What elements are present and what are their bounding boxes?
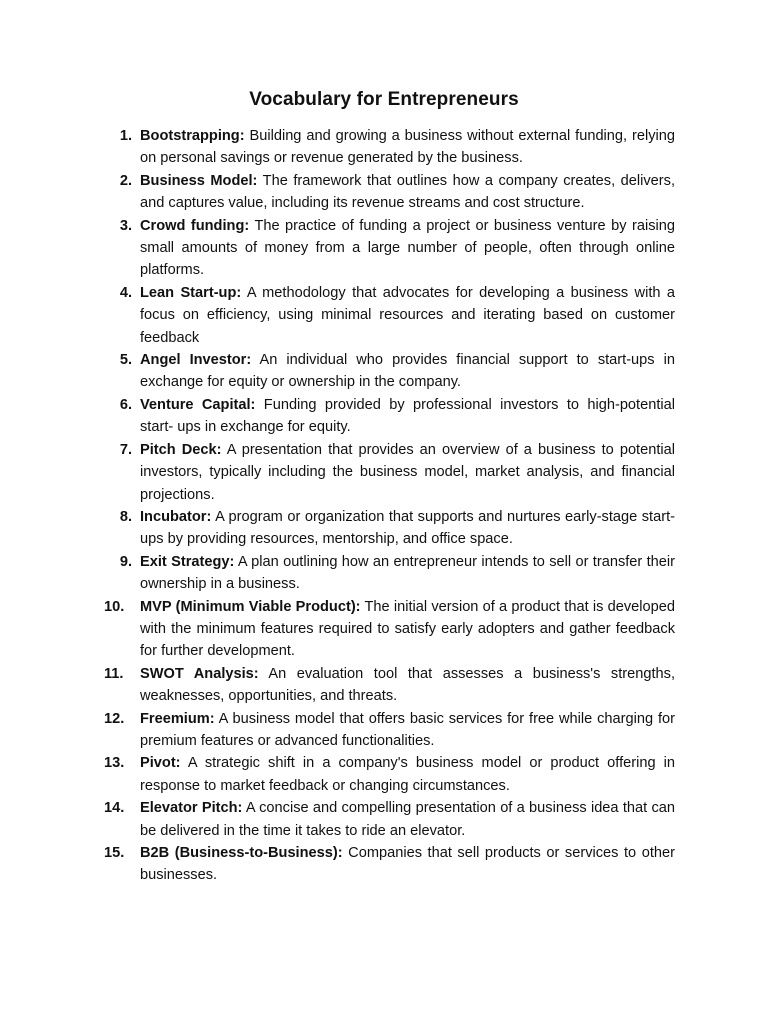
item-term: B2B (Business-to-Business): bbox=[140, 845, 343, 861]
item-number: 12. bbox=[104, 710, 125, 727]
item-body bbox=[140, 708, 675, 753]
item-term: Pivot: bbox=[140, 755, 181, 772]
item-number: 11. bbox=[104, 665, 124, 682]
item-term: Freemium: bbox=[140, 710, 215, 727]
list-item bbox=[104, 506, 675, 551]
list-item bbox=[104, 663, 675, 708]
list-item bbox=[104, 708, 675, 753]
item-definition: The practice of funding a project or business venture by raising small amounts of money from a large number of people, often through online platforms. bbox=[140, 217, 675, 279]
item-definition: A business model that offers basic services for free while charging for premium features or advanced functionalities. bbox=[140, 710, 675, 749]
item-body bbox=[140, 506, 675, 551]
vocabulary-list bbox=[104, 125, 675, 887]
item-definition: The framework that outlines how a company creates, delivers, and captures value, including its revenue streams and cost structure. bbox=[140, 172, 675, 212]
list-item bbox=[104, 596, 675, 663]
item-term: MVP (Minimum Viable Product): bbox=[140, 598, 361, 615]
item-term: Exit Strategy: bbox=[140, 553, 235, 570]
item-term: Angel Investor: bbox=[140, 352, 252, 369]
item-definition: An evaluation tool that assesses a business's strengths, weaknesses, opportunities, and threats. bbox=[140, 665, 675, 705]
item-body bbox=[140, 215, 675, 282]
item-term: Pitch Deck: bbox=[140, 441, 222, 458]
item-number: 7. bbox=[119, 441, 132, 458]
item-term: SWOT Analysis: bbox=[140, 665, 259, 682]
item-definition: The initial version of a product that is developed with the minimum features required to satisfy early adopters and gather feedback for further development. bbox=[140, 598, 675, 660]
item-body bbox=[140, 125, 675, 170]
item-body bbox=[140, 349, 675, 394]
item-number: 15. bbox=[104, 845, 125, 861]
item-body bbox=[140, 170, 675, 215]
list-item bbox=[104, 797, 675, 842]
item-number: 3. bbox=[119, 217, 132, 234]
item-body bbox=[140, 596, 675, 663]
list-item bbox=[104, 349, 675, 394]
item-number: 13. bbox=[104, 755, 125, 772]
item-definition: Building and growing a business without external funding, relying on personal savings or revenue generated by the business. bbox=[140, 128, 675, 167]
item-number: 8. bbox=[119, 508, 132, 525]
item-number: 4. bbox=[119, 284, 132, 301]
list-item bbox=[104, 551, 675, 596]
item-definition: Funding provided by professional investors to high-potential start- ups in exchange for equity. bbox=[140, 396, 675, 436]
list-item bbox=[104, 170, 675, 215]
page-title: Vocabulary for Entrepreneurs bbox=[249, 89, 519, 110]
item-definition: A program or organization that supports and nurtures early-stage start-ups by providing resources, mentorship, and office space. bbox=[140, 508, 675, 548]
item-body bbox=[140, 551, 675, 596]
list-item bbox=[104, 125, 675, 170]
item-definition: An individual who provides financial support to start-ups in exchange for equity or ownership in the company. bbox=[140, 352, 675, 391]
list-item bbox=[104, 842, 675, 887]
list-item bbox=[104, 215, 675, 282]
item-term: Incubator: bbox=[140, 508, 212, 525]
item-definition: A concise and compelling presentation of a business idea that can be delivered in the time it takes to ride an elevator. bbox=[140, 800, 675, 839]
item-term: Crowd funding: bbox=[140, 217, 250, 234]
item-term: Venture Capital: bbox=[140, 396, 256, 413]
item-body bbox=[140, 282, 675, 349]
item-term: Bootstrapping: bbox=[140, 128, 245, 144]
item-body bbox=[140, 439, 675, 506]
item-number: 5. bbox=[119, 352, 132, 369]
item-term: Business Model: bbox=[140, 172, 258, 189]
list-item bbox=[104, 752, 675, 797]
item-number: 2. bbox=[119, 172, 132, 189]
item-number: 9. bbox=[119, 553, 132, 570]
item-number: 10. bbox=[104, 598, 125, 615]
item-number: 14. bbox=[104, 800, 125, 817]
item-body bbox=[140, 394, 675, 439]
item-body bbox=[140, 797, 675, 842]
list-item bbox=[104, 394, 675, 439]
item-definition: A methodology that advocates for developing a business with a focus on efficiency, using minimal resources and iterating based on customer feedback bbox=[140, 284, 676, 346]
item-body bbox=[140, 752, 675, 797]
item-number: 6. bbox=[119, 396, 132, 413]
list-item bbox=[104, 282, 675, 349]
list-item bbox=[104, 439, 675, 506]
item-definition: A plan outlining how an entrepreneur intends to sell or transfer their ownership in a business. bbox=[140, 553, 675, 593]
item-body bbox=[140, 842, 675, 887]
item-definition: A strategic shift in a company's business model or product offering in response to market feedback or changing circumstances. bbox=[140, 755, 676, 794]
item-term: Lean Start-up: bbox=[140, 284, 242, 301]
item-number: 1. bbox=[119, 128, 132, 144]
item-term: Elevator Pitch: bbox=[140, 800, 243, 817]
item-definition: A presentation that provides an overview of a business to potential investors, typically including the business model, market analysis, and financial projections. bbox=[140, 441, 676, 503]
item-definition: Companies that sell products or services to other businesses. bbox=[140, 845, 675, 884]
item-body bbox=[140, 663, 675, 708]
